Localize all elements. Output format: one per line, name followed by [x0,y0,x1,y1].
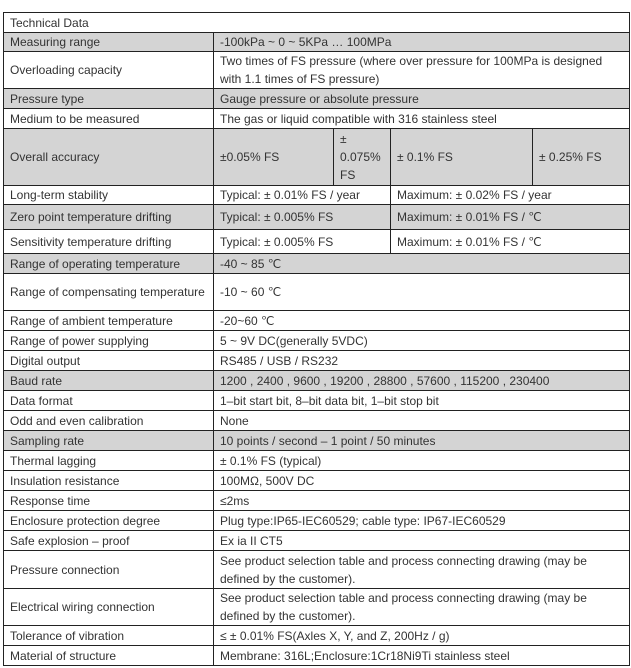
table-row [4,511,630,531]
table-row [4,274,630,311]
table-row [4,646,630,666]
row-value: RS485 / USB / RS232 [214,351,630,371]
row-value: See product selection table and process connecting drawing (may be defined by the customer). [214,589,630,626]
row-value: Typical: ± 0.01% FS / year [214,186,391,205]
table-row [4,551,630,589]
table-row [4,109,630,129]
row-value: 1200 , 2400 , 9600 , 19200 , 28800 , 57600 , 115200 , 230400 [214,371,630,391]
table-row [4,531,630,551]
table-row [4,471,630,491]
table-row [4,351,630,371]
row-value: Two times of FS pressure (where over pressure for 100MPa is designed with 1.1 times of FS pressure) [214,52,630,89]
row-label: Range of compensating temperature [4,274,214,311]
row-value: -40 ~ 85 ℃ [214,254,630,274]
row-value: 100MΩ, 500V DC [214,471,630,491]
row-value: Ex ia II CT5 [214,531,630,551]
row-value: Typical: ± 0.005% FS [214,230,391,254]
row-label: Zero point temperature drifting [4,205,214,230]
table-row [4,205,630,230]
row-value: 10 points / second – 1 point / 50 minutes [214,431,630,451]
row-value: -100kPa ~ 0 ~ 5KPa … 100MPa [214,33,630,52]
row-value: Plug type:IP65-IEC60529; cable type: IP67-IEC60529 [214,511,630,531]
table-row [4,491,630,511]
row-label: Sampling rate [4,431,214,451]
row-value: Maximum: ± 0.01% FS / ℃ [391,205,630,230]
table-row [4,331,630,351]
row-value: ≤2ms [214,491,630,511]
row-value: ± 0.25% FS [533,129,630,186]
row-label: Sensitivity temperature drifting [4,230,214,254]
row-label: Enclosure protection degree [4,511,214,531]
table-row [4,311,630,331]
row-label: Insulation resistance [4,471,214,491]
row-label: Pressure type [4,89,214,109]
row-value: -20~60 ℃ [214,311,630,331]
row-value: ±0.05% FS [214,129,334,186]
row-label: Medium to be measured [4,109,214,129]
row-label: Odd and even calibration [4,411,214,431]
row-value: Typical: ± 0.005% FS [214,205,391,230]
table-row [4,254,630,274]
table-title-row [4,13,630,33]
table-row [4,33,630,52]
table-row [4,186,630,205]
row-label: Range of ambient temperature [4,311,214,331]
row-value: 1–bit start bit, 8–bit data bit, 1–bit stop bit [214,391,630,411]
table-row [4,626,630,646]
row-label: Pressure connection [4,551,214,589]
row-label: Digital output [4,351,214,371]
table-title: Technical Data [4,13,630,33]
row-value: Membrane: 316L;Enclosure:1Cr18Ni9Ti stainless steel [214,646,630,666]
row-label: Baud rate [4,371,214,391]
table-row [4,52,630,89]
row-value: See product selection table and process connecting drawing (may be defined by the customer). [214,551,630,589]
row-label: Overall accuracy [4,129,214,186]
row-value: ± 0.1% FS (typical) [214,451,630,471]
table-row [4,451,630,471]
table-row [4,371,630,391]
table-row [4,89,630,109]
technical-data-table [3,12,630,666]
table-row [4,230,630,254]
row-label: Safe explosion – proof [4,531,214,551]
row-value: None [214,411,630,431]
row-label: Overloading capacity [4,52,214,89]
row-value: ≤ ± 0.01% FS(Axles X, Y, and Z, 200Hz / g) [214,626,630,646]
table-row [4,391,630,411]
row-label: Measuring range [4,33,214,52]
table-row [4,129,630,186]
row-label: Data format [4,391,214,411]
table-row [4,431,630,451]
row-label: Range of operating temperature [4,254,214,274]
table-row [4,411,630,431]
row-label: Electrical wiring connection [4,589,214,626]
row-label: Tolerance of vibration [4,626,214,646]
row-value: The gas or liquid compatible with 316 stainless steel [214,109,630,129]
row-value: ± 0.1% FS [391,129,533,186]
table-row [4,589,630,626]
row-value: Maximum: ± 0.02% FS / year [391,186,630,205]
row-value: 5 ~ 9V DC(generally 5VDC) [214,331,630,351]
row-value: Gauge pressure or absolute pressure [214,89,630,109]
row-label: Range of power supplying [4,331,214,351]
row-label: Response time [4,491,214,511]
row-label: Material of structure [4,646,214,666]
row-value: -10 ~ 60 ℃ [214,274,630,311]
row-value: ± 0.075% FS [334,129,391,186]
row-label: Thermal lagging [4,451,214,471]
row-value: Maximum: ± 0.01% FS / ℃ [391,230,630,254]
row-label: Long-term stability [4,186,214,205]
